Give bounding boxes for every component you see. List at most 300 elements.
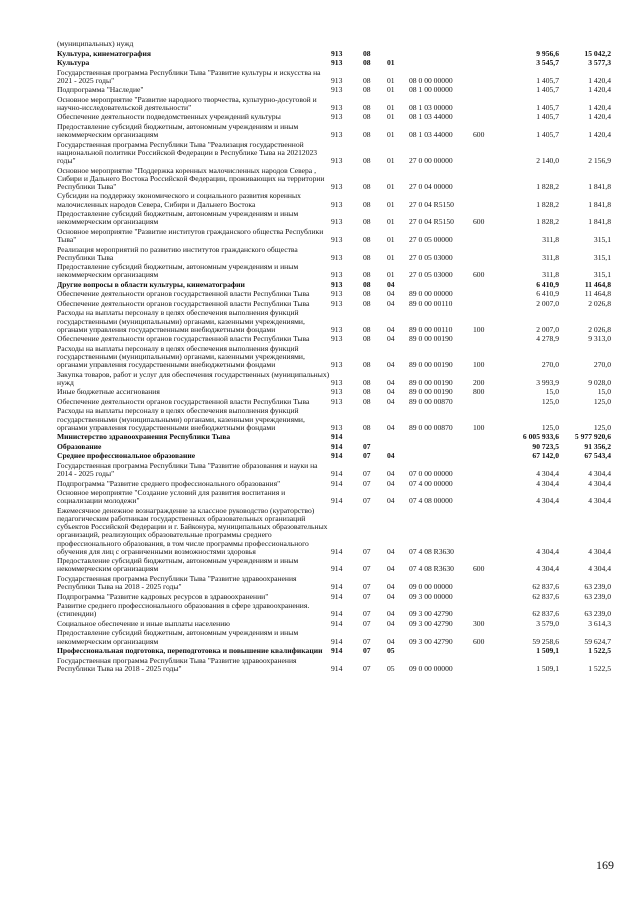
amount-year-1: 4 304,4 [536, 469, 559, 479]
section-code: 08 [363, 102, 371, 112]
target-article: 08 1 00 00000 [409, 85, 453, 95]
table-row [57, 647, 617, 655]
amount-year-1: 2 007,0 [536, 324, 559, 334]
section-code: 07 [363, 478, 371, 488]
row-name: Развитие среднего профессионального образования в сфере здравоохранения. (стипендии) [57, 601, 310, 619]
amount-year-1: 4 278,9 [536, 334, 559, 344]
subsection-code: 04 [387, 618, 395, 628]
section-code: 08 [363, 396, 371, 406]
ministry-code: 913 [331, 130, 343, 140]
target-article: 89 0 00 00110 [409, 324, 453, 334]
amount-year-2: 4 304,4 [588, 478, 611, 488]
target-article: 09 3 00 00000 [409, 591, 453, 601]
target-article: 08 1 03 00000 [409, 102, 453, 112]
amount-year-1: 1 405,7 [536, 112, 559, 122]
ministry-code: 913 [331, 334, 343, 344]
ministry-code: 913 [331, 112, 343, 122]
amount-year-2: 1 522,5 [588, 646, 611, 656]
section-code: 08 [363, 130, 371, 140]
expense-type: 600 [473, 130, 485, 140]
section-code: 07 [363, 663, 371, 673]
amount-year-2: 15,0 [597, 387, 611, 397]
section-code: 08 [363, 289, 371, 299]
row-name: Социальное обеспечение и иные выплаты населению [57, 618, 230, 628]
subsection-code: 04 [387, 396, 395, 406]
table-row [57, 113, 617, 121]
table-row [57, 309, 617, 334]
expense-type: 600 [473, 270, 485, 280]
row-name: Подпрограмма "Наследие" [57, 85, 144, 95]
ministry-code: 913 [331, 156, 343, 166]
target-article: 89 0 00 00110 [409, 298, 453, 308]
table-row [57, 452, 617, 460]
amount-year-1: 1 405,7 [536, 75, 559, 85]
expense-type: 100 [473, 422, 485, 432]
subsection-code: 01 [387, 75, 395, 85]
amount-year-2: 125,0 [593, 396, 611, 406]
subsection-code: 04 [387, 478, 395, 488]
table-row [57, 246, 617, 262]
amount-year-1: 311,8 [542, 235, 559, 245]
ministry-code: 913 [331, 252, 343, 262]
row-name: Обеспечение деятельности органов государственной власти Республики Тыва [57, 396, 310, 406]
ministry-code: 913 [331, 75, 343, 85]
row-name: Профессиональная подготовка, переподготовка и повышение квалификации [57, 646, 323, 656]
subsection-code: 04 [387, 591, 395, 601]
target-article: 89 0 00 00190 [409, 377, 453, 387]
row-name: Предоставление субсидий бюджетным, автономным учреждениям и иным некоммерческим организациям [57, 556, 299, 574]
section-code: 08 [363, 279, 371, 289]
row-name: Другие вопросы в области культуры, кинематографии [57, 279, 245, 289]
section-code: 08 [363, 156, 371, 166]
ministry-code: 913 [331, 85, 343, 95]
subsection-code: 01 [387, 112, 395, 122]
section-code: 07 [363, 609, 371, 619]
ministry-code: 913 [331, 217, 343, 227]
target-article: 09 3 00 42790 [409, 636, 453, 646]
amount-year-2: 4 304,4 [588, 546, 611, 556]
subsection-code: 04 [387, 377, 395, 387]
section-code: 07 [363, 591, 371, 601]
amount-year-1: 3 993,9 [536, 377, 559, 387]
amount-year-2: 1 420,4 [588, 85, 611, 95]
section-code: 08 [363, 324, 371, 334]
subsection-code: 01 [387, 199, 395, 209]
amount-year-1: 1 405,7 [536, 102, 559, 112]
amount-year-1: 4 304,4 [536, 564, 559, 574]
ministry-code: 913 [331, 377, 343, 387]
row-name: Подпрограмма "Развитие среднего профессионального образования" [57, 478, 281, 488]
row-name: Государственная программа Республики Тыва "Развитие здравоохранения Республики Тыва на 2018 - 2025 годы" [57, 655, 297, 673]
ministry-code: 913 [331, 298, 343, 308]
table-row [57, 602, 617, 618]
amount-year-2: 1 420,4 [588, 112, 611, 122]
expense-type: 200 [473, 377, 485, 387]
table-row [57, 489, 617, 505]
subsection-code: 04 [387, 636, 395, 646]
ministry-code: 913 [331, 235, 343, 245]
amount-year-1: 62 837,6 [532, 582, 559, 592]
table-row [57, 300, 617, 308]
section-code: 08 [363, 75, 371, 85]
row-name: Государственная программа Республики Тыва "Развитие здравоохранения Республики Тыва на 2018 - 2025 годы" [57, 573, 297, 592]
amount-year-1: 125,0 [541, 396, 559, 406]
table-row [57, 263, 617, 279]
subsection-code: 04 [387, 422, 395, 432]
amount-year-1: 62 837,6 [532, 591, 559, 601]
expense-type: 100 [473, 324, 485, 334]
table-row [57, 40, 617, 48]
amount-year-1: 67 142,0 [532, 451, 559, 461]
row-name: Культура [57, 58, 90, 67]
amount-year-2: 9 028,0 [588, 377, 611, 387]
row-name: Основное мероприятие "Поддержка коренных малочисленных народов Севера , Сибири и Дальнего Востока Российской Федерации, проживающих на территории Республики Тыва" [57, 165, 325, 191]
section-code: 08 [363, 334, 371, 344]
section-code: 08 [363, 298, 371, 308]
subsection-code: 04 [387, 496, 395, 506]
target-article: 27 0 04 R5150 [409, 217, 454, 227]
subsection-code: 05 [387, 663, 395, 673]
amount-year-2: 4 304,4 [588, 564, 611, 574]
section-code: 08 [363, 422, 371, 432]
subsection-code: 04 [387, 469, 395, 479]
target-article: 27 0 04 R5150 [409, 199, 454, 209]
amount-year-1: 4 304,4 [536, 546, 559, 556]
target-article: 09 0 00 00000 [409, 582, 453, 592]
table-row [57, 50, 617, 58]
target-article: 09 3 00 42790 [409, 618, 453, 628]
amount-year-2: 315,1 [593, 270, 611, 280]
ministry-code: 914 [331, 432, 343, 442]
table-row [57, 407, 617, 432]
target-article: 09 3 00 42790 [409, 609, 453, 619]
table-row [57, 398, 617, 406]
target-article: 27 0 00 00000 [409, 156, 453, 166]
ministry-code: 914 [331, 646, 343, 656]
subsection-code: 01 [387, 85, 395, 95]
subsection-code: 01 [387, 156, 395, 166]
section-code: 07 [363, 469, 371, 479]
ministry-code: 913 [331, 58, 343, 67]
ministry-code: 914 [331, 636, 343, 646]
amount-year-2: 59 624,7 [584, 636, 611, 646]
amount-year-1: 270,0 [541, 360, 559, 370]
target-article: 89 0 00 00870 [409, 422, 453, 432]
subsection-code: 01 [387, 181, 395, 191]
row-name: Обеспечение деятельности органов государственной власти Республики Тыва [57, 289, 310, 299]
section-code: 08 [363, 58, 371, 67]
row-name: Расходы на выплаты персоналу в целях обеспечения выполнения функций государственными (муниципальными) органами, казенными учреждениями, органами управления государственными внебюджетными фондами [57, 406, 305, 432]
section-code: 08 [363, 85, 371, 95]
ministry-code: 913 [331, 360, 343, 370]
section-code: 08 [363, 387, 371, 397]
amount-year-2: 1 420,4 [588, 75, 611, 85]
section-code: 07 [363, 546, 371, 556]
amount-year-2: 1 522,5 [588, 663, 611, 673]
target-article: 07 4 08 00000 [409, 496, 453, 506]
subsection-code: 04 [387, 564, 395, 574]
row-name: Предоставление субсидий бюджетным, автономным учреждениям и иным некоммерческим организациям [57, 209, 299, 227]
table-row [57, 575, 617, 591]
ministry-code: 913 [331, 181, 343, 191]
section-code: 07 [363, 564, 371, 574]
table-row [57, 228, 617, 244]
ministry-code: 913 [331, 279, 343, 289]
amount-year-2: 1 841,8 [588, 199, 611, 209]
amount-year-2: 2 026,8 [588, 298, 611, 308]
amount-year-1: 6 410,9 [536, 289, 559, 299]
row-name: Обеспечение деятельности органов государственной власти Республики Тыва [57, 298, 310, 308]
ministry-code: 914 [331, 441, 343, 451]
amount-year-1: 6 005 933,6 [522, 432, 559, 442]
subsection-code: 01 [387, 58, 395, 67]
section-code: 08 [363, 181, 371, 191]
row-name: Реализация мероприятий по развитию институтов гражданского общества Республики Тыва [57, 244, 298, 262]
section-code: 08 [363, 360, 371, 370]
expense-type: 100 [473, 360, 485, 370]
target-article: 09 0 00 00000 [409, 663, 453, 673]
amount-year-1: 59 258,6 [532, 636, 559, 646]
target-article: 07 4 08 R3630 [409, 564, 454, 574]
ministry-code: 913 [331, 289, 343, 299]
target-article: 89 0 00 00870 [409, 396, 453, 406]
ministry-code: 914 [331, 582, 343, 592]
amount-year-2: 15 042,2 [584, 48, 611, 58]
amount-year-1: 1 405,7 [536, 130, 559, 140]
table-row [57, 557, 617, 573]
target-article: 07 4 08 R3630 [409, 546, 454, 556]
amount-year-2: 3 577,3 [588, 58, 611, 67]
amount-year-2: 1 420,4 [588, 102, 611, 112]
amount-year-2: 5 977 920,6 [574, 432, 611, 442]
subsection-code: 05 [387, 646, 395, 656]
subsection-code: 04 [387, 279, 395, 289]
amount-year-1: 3 545,7 [536, 58, 559, 67]
amount-year-1: 1 509,1 [536, 663, 559, 673]
expense-type: 800 [473, 387, 485, 397]
table-row [57, 96, 617, 112]
subsection-code: 01 [387, 235, 395, 245]
table-row [57, 620, 617, 628]
ministry-code: 914 [331, 591, 343, 601]
ministry-code: 913 [331, 422, 343, 432]
amount-year-2: 270,0 [593, 360, 611, 370]
subsection-code: 04 [387, 324, 395, 334]
table-row [57, 593, 617, 601]
ministry-code: 914 [331, 609, 343, 619]
amount-year-1: 1 828,2 [536, 199, 559, 209]
section-code: 08 [363, 217, 371, 227]
table-row [57, 290, 617, 298]
section-code: 07 [363, 496, 371, 506]
amount-year-1: 311,8 [542, 270, 559, 280]
row-name: Закупка товаров, работ и услуг для обеспечения государственных (муниципальных) нужд [57, 369, 330, 387]
row-name: Подпрограмма "Развитие кадровых ресурсов в здравоохранении" [57, 591, 269, 601]
target-article: 89 0 00 00000 [409, 289, 453, 299]
amount-year-2: 1 841,8 [588, 217, 611, 227]
table-row [57, 86, 617, 94]
ministry-code: 914 [331, 618, 343, 628]
row-name: Образование [57, 441, 102, 451]
amount-year-1: 90 723,5 [532, 441, 559, 451]
table-row [57, 59, 617, 67]
section-code: 08 [363, 252, 371, 262]
ministry-code: 913 [331, 270, 343, 280]
subsection-code: 04 [387, 582, 395, 592]
subsection-code: 01 [387, 252, 395, 262]
row-name: Государственная программа Республики Тыва "Реализация государственной национальной политики Российской Федерации в Республике Тыва на 20212023 годы" [57, 139, 318, 166]
table-row [57, 657, 617, 673]
amount-year-1: 1 828,2 [536, 217, 559, 227]
target-article: 27 0 05 03000 [409, 270, 453, 280]
subsection-code: 01 [387, 270, 395, 280]
row-name: Среднее профессиональное образование [57, 451, 196, 461]
amount-year-2: 9 313,0 [588, 334, 611, 344]
target-article: 89 0 00 00190 [409, 387, 453, 397]
section-code: 08 [363, 377, 371, 387]
amount-year-2: 63 239,0 [584, 582, 611, 592]
row-name: Культура, кинематография [57, 48, 152, 58]
amount-year-2: 3 614,3 [588, 618, 611, 628]
row-name: Расходы на выплаты персоналу в целях обеспечения выполнения функций государственными (муниципальными) органами, казенными учреждениями, органами управления государственными внебюджетными фондами [57, 343, 305, 370]
subsection-code: 01 [387, 130, 395, 140]
table-row [57, 462, 617, 478]
amount-year-2: 63 239,0 [584, 591, 611, 601]
expense-type: 600 [473, 636, 485, 646]
ministry-code: 914 [331, 546, 343, 556]
table-row [57, 335, 617, 343]
budget-table [57, 40, 617, 674]
table-row [57, 281, 617, 289]
table-row [57, 192, 617, 208]
subsection-code: 04 [387, 360, 395, 370]
amount-year-1: 2 140,0 [536, 156, 559, 166]
section-code: 07 [363, 618, 371, 628]
amount-year-2: 125,0 [593, 422, 611, 432]
row-name: Ежемесячное денежное вознаграждение за классное руководство (кураторство) педагогическим работникам государственных образовательных организаций субъектов Российской Федерации и г. Байконура, муниципальных образовательных организаций, реализующих образовательные программы среднего профессионального образования, в том числе программы профессионального обучения для лиц с ограниченными возможностями здоровья [57, 505, 328, 556]
subsection-code: 04 [387, 609, 395, 619]
table-row [57, 141, 617, 166]
amount-year-1: 15,0 [545, 387, 559, 397]
amount-year-2: 11 464,8 [584, 279, 611, 289]
amount-year-1: 9 956,6 [536, 48, 559, 58]
table-row [57, 480, 617, 488]
page-number: 169 [596, 858, 614, 872]
amount-year-1: 4 304,4 [536, 478, 559, 488]
row-name: Иные бюджетные ассигнования [57, 387, 160, 397]
target-article: 27 0 05 00000 [409, 235, 453, 245]
expense-type: 600 [473, 564, 485, 574]
amount-year-1: 6 410,9 [536, 279, 559, 289]
ministry-code: 914 [331, 496, 343, 506]
subsection-code: 04 [387, 298, 395, 308]
table-row [57, 371, 617, 387]
subsection-code: 04 [387, 289, 395, 299]
table-row [57, 167, 617, 192]
row-name: Предоставление субсидий бюджетным, автономным учреждениям и иным некоммерческим организациям [57, 121, 299, 140]
row-name: Государственная программа Республики Тыва "Развитие культуры и искусства на 2021 - 2025 годы" [57, 67, 321, 85]
table-row [57, 388, 617, 396]
amount-year-1: 4 304,4 [536, 496, 559, 506]
row-name: Государственная программа Республики Тыва "Развитие образования и науки на 2014 - 2025 годы" [57, 460, 318, 479]
amount-year-2: 4 304,4 [588, 496, 611, 506]
section-code: 07 [363, 646, 371, 656]
amount-year-1: 311,8 [542, 252, 559, 262]
row-name: Обеспечение деятельности подведомственных учреждений культуры [57, 112, 281, 122]
row-name: Основное мероприятие "Создание условий для развития воспитания и социализации молодежи" [57, 488, 286, 506]
section-code: 07 [363, 582, 371, 592]
ministry-code: 914 [331, 469, 343, 479]
table-row [57, 210, 617, 226]
amount-year-2: 4 304,4 [588, 469, 611, 479]
row-name: Предоставление субсидий бюджетным, автономным учреждениям и иным некоммерческим организациям [57, 628, 299, 646]
amount-year-2: 2 026,8 [588, 324, 611, 334]
section-code: 08 [363, 48, 371, 58]
target-article: 08 0 00 00000 [409, 75, 453, 85]
row-name: Расходы на выплаты персоналу в целях обеспечения выполнения функций государственными (муниципальными) органами, казенными учреждениями, органами управления государственными внебюджетными фондами [57, 308, 305, 334]
table-row [57, 433, 617, 441]
subsection-code: 04 [387, 451, 395, 461]
row-name: Субсидии на поддержку экономического и социального развития коренных малочисленных народов Севера, Сибири и Дальнего Востока [57, 191, 301, 209]
amount-year-1: 1 405,7 [536, 85, 559, 95]
subsection-code: 01 [387, 217, 395, 227]
target-article: 27 0 04 00000 [409, 181, 453, 191]
subsection-code: 04 [387, 334, 395, 344]
row-name: Обеспечение деятельности органов государственной власти Республики Тыва [57, 334, 310, 344]
amount-year-1: 3 579,0 [536, 618, 559, 628]
row-name: Предоставление субсидий бюджетным, автономным учреждениям и иным некоммерческим организациям [57, 262, 299, 280]
expense-type: 600 [473, 217, 485, 227]
table-row [57, 345, 617, 370]
ministry-code: 913 [331, 387, 343, 397]
section-code: 08 [363, 235, 371, 245]
amount-year-1: 2 007,0 [536, 298, 559, 308]
section-code: 07 [363, 451, 371, 461]
amount-year-2: 1 420,4 [588, 130, 611, 140]
ministry-code: 913 [331, 396, 343, 406]
section-code: 08 [363, 112, 371, 122]
subsection-code: 01 [387, 102, 395, 112]
amount-year-2: 1 841,8 [588, 181, 611, 191]
target-article: 89 0 00 00190 [409, 360, 453, 370]
amount-year-2: 315,1 [593, 252, 611, 262]
row-name: Основное мероприятие "Развитие институтов гражданского общества Республики Тыва" [57, 226, 324, 245]
amount-year-2: 315,1 [593, 235, 611, 245]
ministry-code: 914 [331, 478, 343, 488]
target-article: 27 0 05 03000 [409, 252, 453, 262]
table-row [57, 69, 617, 85]
subsection-code: 04 [387, 546, 395, 556]
row-name: Министерство здравоохранения Республики Тыва [57, 432, 231, 442]
table-row [57, 629, 617, 645]
ministry-code: 914 [331, 663, 343, 673]
section-code: 07 [363, 441, 371, 451]
amount-year-2: 11 464,8 [584, 289, 611, 299]
expense-type: 300 [473, 618, 485, 628]
amount-year-2: 2 156,9 [588, 156, 611, 166]
target-article: 89 0 00 00190 [409, 334, 453, 344]
amount-year-1: 1 828,2 [536, 181, 559, 191]
amount-year-1: 1 509,1 [536, 646, 559, 656]
ministry-code: 913 [331, 48, 343, 58]
ministry-code: 913 [331, 199, 343, 209]
target-article: 07 0 00 00000 [409, 469, 453, 479]
amount-year-2: 67 543,4 [584, 451, 611, 461]
amount-year-1: 125,0 [541, 422, 559, 432]
amount-year-1: 62 837,6 [532, 609, 559, 619]
row-name: Основное мероприятие "Развитие народного творчества, культурно-досуговой и научно-исследовательской деятельности" [57, 94, 317, 112]
target-article: 08 1 03 44000 [409, 130, 453, 140]
